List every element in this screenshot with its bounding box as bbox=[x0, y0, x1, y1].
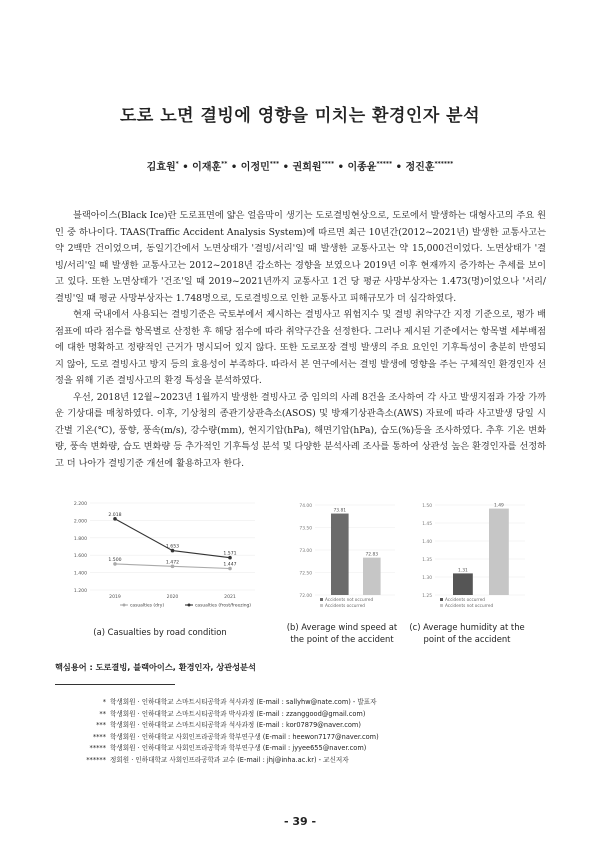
footnote-text: 학생회원 · 인하대학교 사회인프라공학과 학부연구생 (E-mail : jyyee655@naver.com) bbox=[110, 744, 367, 753]
footnote-mark: * bbox=[102, 698, 106, 706]
footnote-item bbox=[60, 697, 540, 709]
y-tick-label: 1.800 bbox=[73, 536, 87, 542]
data-label: 1.571 bbox=[223, 551, 237, 557]
legend-label: casualties (frost/freezing) bbox=[195, 603, 252, 609]
y-tick-label: 1.40 bbox=[422, 540, 432, 545]
y-tick-label: 1.400 bbox=[73, 571, 87, 577]
y-tick-label: 2.200 bbox=[73, 502, 87, 507]
legend-label: Accidents occurred bbox=[445, 597, 485, 602]
y-tick-label: 72.50 bbox=[299, 571, 312, 577]
y-tick-label: 72.00 bbox=[299, 594, 312, 599]
legend-swatch bbox=[320, 604, 323, 607]
legend-label: Accidents not occurred bbox=[445, 603, 494, 608]
author-mark: * bbox=[175, 160, 179, 168]
chart-casualties-line bbox=[60, 495, 260, 615]
footnote-text: 학생회원 · 인하대학교 스마트시티공학과 석사과정 (E-mail : kor07879@naver.com) bbox=[110, 721, 361, 730]
footnote-text: 정회원 · 인하대학교 사회인프라공학과 교수 (E-mail : jhj@inha.ac.kr) - 교신저자 bbox=[110, 755, 349, 764]
bar bbox=[331, 514, 349, 595]
author-name: 이재훈 bbox=[192, 162, 222, 173]
legend-label: Accidents occurred bbox=[325, 603, 365, 608]
footnote-item bbox=[60, 755, 540, 767]
paragraph-1: 블랙아이스(Black Ice)란 도로표면에 얇은 얼음막이 생기는 도로결빙현상으로, 도로에서 발생하는 대형사고의 주요 원인 중 하나이다. TAAS(Traffic Accident Analysis System)에 따르면 최근 10년간(2012~2021년) 발생한 교통사고는 약 2백만 건이었으며, 동일기간에서 노면상태가 '결빙/서리'일 때 발생한 교통사고는 약 15,000건이었다. 노면상태가 '결빙/서리'일 때 발생한 교통사고는 2012~2018년 감소하는 경향을 보였으나 2019년 이후 현재까지 증가하는 추세를 보이고 있다. 또한 노면상태가 '건조'일 때 2019~2021년까지 교통사고 1건 당 평균 사망부상자는 1.473(명)이었으나 '서리/결빙'일 때 평균 사망부상자는 1.748명으로, 도로결빙으로 인한 교통사고 피해규모가 더 심각하였다. bbox=[55, 210, 546, 304]
author-separator: • bbox=[392, 162, 406, 173]
footnote-mark: ** bbox=[99, 709, 106, 718]
legend-marker bbox=[123, 604, 126, 607]
abstract-body bbox=[55, 208, 546, 472]
data-label: 1.472 bbox=[165, 560, 180, 566]
data-label: 1.31 bbox=[458, 568, 468, 574]
author-list bbox=[0, 158, 600, 173]
page-number: - 39 - bbox=[283, 815, 317, 828]
y-tick-label: 2.000 bbox=[73, 519, 87, 525]
footnote-item bbox=[60, 709, 540, 721]
footnotes bbox=[60, 697, 540, 767]
author-name: 정진훈 bbox=[405, 162, 435, 173]
data-label: 1.49 bbox=[494, 503, 504, 509]
author-name: 김효원 bbox=[146, 162, 176, 173]
keywords: 핵심용어 : 도로결빙, 블랙아이스, 환경인자, 상관성분석 bbox=[55, 662, 256, 672]
author-name: 이종윤 bbox=[347, 162, 377, 173]
bar bbox=[363, 558, 381, 595]
figure-panel bbox=[60, 495, 530, 655]
paragraph-3: 우선, 2018년 12월~2023년 1월까지 발생한 결빙사고 중 임의의 사례 8건을 조사하여 각 사고 발생지점과 가장 가까운 기상대를 매칭하였다. 이후, 기상청의 종관기상관측소(ASOS) 및 방재기상관측소(AWS) 자료에 따라 사고발생 당일 시간별 기온(℃), 풍향, 풍속(m/s), 강수량(mm), 현지기압(hPa), 해면기압(hPa), 습도(%)등을 조사하였다. 추후 기온 변화량, 풍속 변화량, 습도 변화량 등 추가적인 기후특성 분석 및 다양한 분석사례 조사를 통하여 상관성 높은 환경인자를 선정하고 더 나아가 결빙기준 개선에 활용하고자 한다. bbox=[55, 391, 546, 469]
footnote-text: 학생회원 · 인하대학교 사회인프라공학과 학부연구생 (E-mail : heewon7177@naver.com) bbox=[110, 732, 379, 741]
y-tick-label: 1.200 bbox=[73, 589, 87, 594]
chart-humidity-bar bbox=[405, 495, 530, 615]
y-tick-label: 73.00 bbox=[299, 549, 312, 554]
data-label: 2.018 bbox=[108, 512, 122, 518]
legend-label: Accidents not occurred bbox=[325, 597, 374, 602]
footnote-mark: ***** bbox=[89, 744, 106, 753]
author-mark: ** bbox=[221, 160, 228, 168]
footnote-mark: ****** bbox=[86, 755, 106, 764]
footnote-divider bbox=[55, 684, 175, 685]
footnote-text: 학생회원 · 인하대학교 스마트시티공학과 박사과정 (E-mail : zzanggood@gmail.com) bbox=[110, 709, 366, 718]
author-mark: ****** bbox=[434, 160, 454, 168]
data-label: 1.447 bbox=[223, 562, 237, 568]
y-tick-label: 1.50 bbox=[422, 504, 432, 509]
x-tick-label: 2020 bbox=[166, 595, 179, 600]
author-mark: ***** bbox=[376, 160, 393, 168]
footnote-item bbox=[60, 743, 540, 755]
bar bbox=[489, 509, 509, 595]
footnote-text: 학생회원 · 인하대학교 스마트시티공학과 석사과정 (E-mail : sallyhw@nate.com) - 발표자 bbox=[110, 698, 377, 706]
data-label: 73.81 bbox=[333, 508, 347, 514]
author-mark: **** bbox=[321, 160, 335, 168]
bar bbox=[453, 573, 473, 595]
caption-a: (a) Casualties by road condition bbox=[93, 627, 227, 637]
x-tick-label: 2019 bbox=[109, 595, 121, 600]
y-tick-label: 1.25 bbox=[422, 594, 432, 599]
y-tick-label: 1.30 bbox=[422, 576, 432, 581]
legend-marker bbox=[188, 604, 191, 607]
footnote-item bbox=[60, 732, 540, 744]
data-label: 1.653 bbox=[165, 544, 180, 550]
legend-swatch bbox=[320, 598, 323, 601]
paper-title: 도로 노면 결빙에 영향을 미치는 환경인자 분석 bbox=[119, 106, 481, 126]
author-separator: • bbox=[279, 162, 293, 173]
paragraph-2: 현재 국내에서 사용되는 결빙기준은 국토부에서 제시하는 결빙사고 위험지수 및 결빙 취약구간 지정 기준으로, 평가 배점표에 따라 점수를 항목별로 산정한 후 해당 점수에 따라 취약구간을 선정한다. 그러나 제시된 기준에서는 항목별 세부배점에 대한 명확하고 정량적인 근거가 명시되어 있지 않다. 또한 도로포장 결빙 발생의 주요 요인인 기후특성이 충분히 반영되지 않아, 도로 결빙사고 방지 등의 효용성이 부족하다. 따라서 본 연구에서는 결빙 발생에 영향을 주는 구체적인 환경인자 선정을 위해 기존 결빙사고의 환경 특성을 분석하였다. bbox=[55, 309, 546, 386]
author-name: 권희원 bbox=[292, 162, 322, 173]
y-tick-label: 74.00 bbox=[299, 504, 312, 509]
author-separator: • bbox=[227, 162, 241, 173]
footnote-mark: **** bbox=[92, 732, 106, 741]
author-name: 이정민 bbox=[240, 162, 270, 173]
footnote-mark: *** bbox=[96, 721, 106, 730]
y-tick-label: 73.50 bbox=[299, 526, 312, 532]
y-tick-label: 1.600 bbox=[73, 554, 87, 560]
legend-label: casualties (dry) bbox=[130, 603, 165, 609]
y-tick-label: 1.35 bbox=[422, 558, 432, 563]
caption-b: (b) Average wind speed at the point of the accident bbox=[286, 622, 398, 644]
footnote-item bbox=[60, 720, 540, 732]
legend-swatch bbox=[440, 604, 443, 607]
caption-c: (c) Average humidity at the point of the accident bbox=[409, 622, 525, 644]
data-label: 1.500 bbox=[108, 557, 122, 563]
author-separator: • bbox=[334, 162, 348, 173]
chart-wind-speed-bar bbox=[285, 495, 400, 615]
y-tick-label: 1.45 bbox=[422, 522, 432, 527]
author-mark: *** bbox=[269, 160, 280, 168]
data-label: 72.83 bbox=[365, 552, 379, 558]
x-tick-label: 2021 bbox=[224, 595, 236, 600]
legend-swatch bbox=[440, 598, 443, 601]
author-separator: • bbox=[178, 162, 193, 173]
